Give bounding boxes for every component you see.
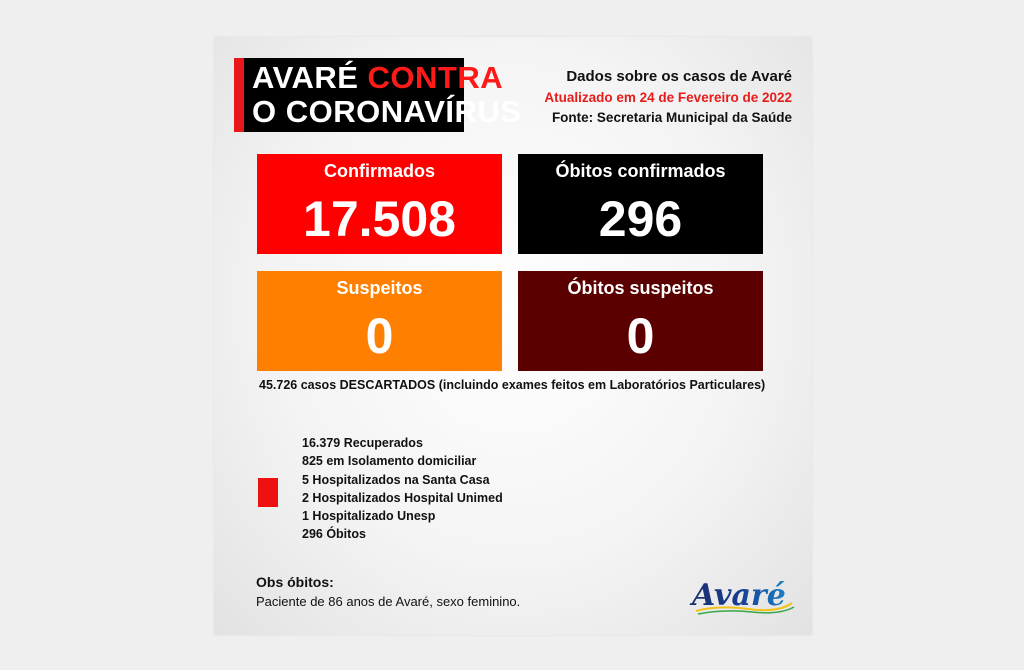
data-source: Fonte: Secretaria Municipal da Saúde — [551, 110, 792, 125]
confirmed-box — [257, 154, 502, 254]
suspected-value: 0 — [365, 308, 394, 364]
breakdown-list — [302, 434, 503, 544]
logo-wordmark: Avaré — [692, 578, 786, 613]
deaths-confirmed-value: 296 — [598, 191, 683, 247]
suspected-label: Suspeitos — [336, 278, 423, 298]
deaths-suspected-value: 0 — [626, 308, 655, 364]
list-item: 825 em Isolamento domiciliar — [302, 454, 477, 469]
title-line-2: O CORONAVÍRUS — [252, 94, 522, 129]
title-line-1 — [252, 61, 503, 95]
confirmed-value: 17.508 — [303, 191, 456, 247]
title-city: AVARÉ — [252, 60, 359, 95]
list-item: 5 Hospitalizados na Santa Casa — [302, 472, 490, 487]
list-item: 296 Óbitos — [302, 527, 366, 542]
list-item: 16.379 Recuperados — [302, 436, 423, 450]
deaths-note-heading: Obs óbitos: — [256, 574, 334, 590]
discarded-cases: 45.726 casos DESCARTADOS (incluindo exames feitos em Laboratórios Particulares) — [259, 378, 766, 392]
deaths-suspected-box — [518, 271, 763, 371]
data-heading: Dados sobre os casos de Avaré — [566, 68, 792, 85]
suspected-box — [257, 271, 502, 371]
title-banner — [234, 58, 522, 132]
legend-square — [258, 478, 278, 507]
confirmed-label: Confirmados — [323, 161, 435, 181]
infographic-card — [214, 37, 812, 635]
deaths-confirmed-box — [518, 154, 763, 254]
deaths-note-text: Paciente de 86 anos de Avaré, sexo feminino. — [256, 594, 521, 609]
title-contra: CONTRA — [367, 60, 504, 95]
updated-date: Atualizado em 24 de Fevereiro de 2022 — [544, 90, 792, 105]
source-info — [544, 66, 792, 128]
list-item: 2 Hospitalizados Hospital Unimed — [302, 490, 503, 505]
deaths-confirmed-label: Óbitos confirmados — [555, 161, 726, 181]
deaths-suspected-label: Óbitos suspeitos — [567, 278, 714, 298]
city-logo-icon — [688, 565, 798, 625]
list-item: 1 Hospitalizado Unesp — [302, 509, 436, 524]
deaths-note — [256, 572, 520, 612]
